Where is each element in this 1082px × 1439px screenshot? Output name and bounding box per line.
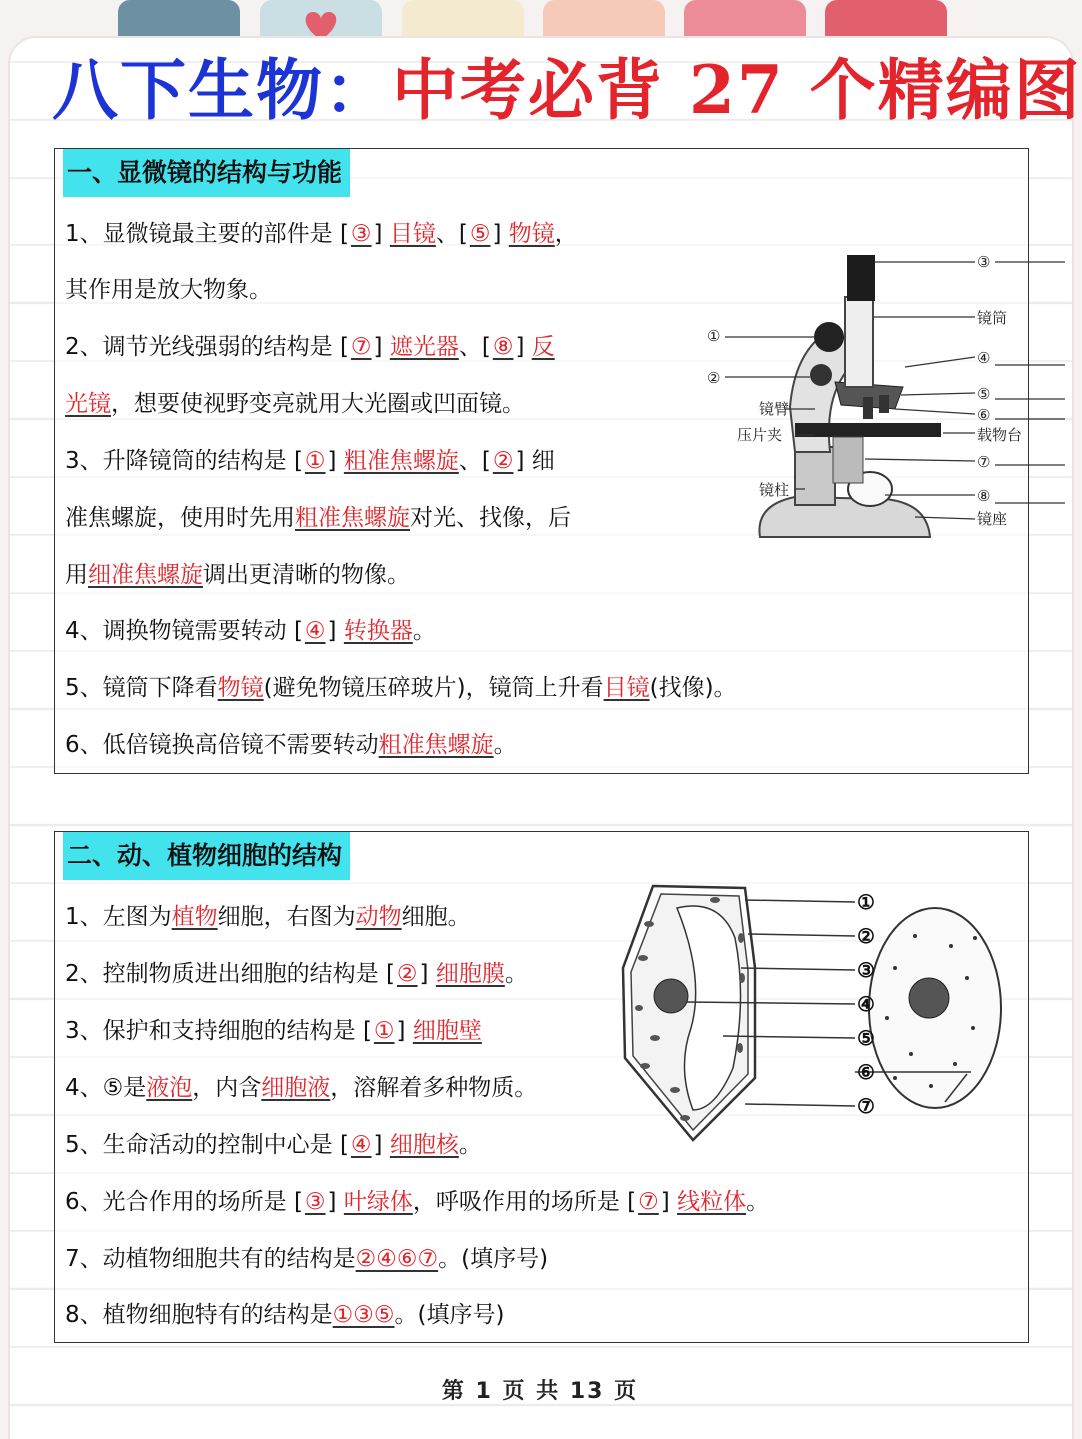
answer-text: 细胞膜 (435, 961, 505, 987)
text: ] (396, 1018, 413, 1044)
text: 7、动植物细胞共有的结构是 (65, 1246, 356, 1272)
cell-label-7: ⑦ (857, 1094, 875, 1118)
text: ，呼吸作用的场所是 [ (412, 1189, 637, 1215)
label-2: ② (707, 369, 721, 387)
answer-text: 细准焦螺旋 (88, 562, 203, 588)
title-part-blue: 八下生物： (52, 51, 392, 129)
label-6: ⑥ (977, 406, 991, 424)
answer-number: ⑦ (350, 334, 372, 360)
label-7: ⑦ (977, 453, 991, 471)
cell-label-4: ④ (857, 992, 875, 1016)
answer-number: ③ (350, 221, 372, 247)
text-line (65, 387, 525, 421)
text: 、[ (435, 221, 468, 247)
text-line (65, 1071, 537, 1105)
text: 对光、找像，后 (410, 505, 571, 531)
text: (找像)。 (649, 675, 737, 701)
text-line (65, 273, 272, 307)
microscope-pillar (795, 447, 835, 505)
answer-number: ⑦ (638, 1189, 659, 1215)
text: ] (327, 618, 344, 644)
text-line (65, 1185, 769, 1219)
text-line (65, 1014, 482, 1048)
label-3: ③ (977, 253, 991, 271)
cell-label-3: ③ (857, 958, 875, 982)
text: ] (373, 334, 390, 360)
answer-number: ⑧ (492, 334, 514, 360)
text: 。 (493, 732, 517, 758)
text: ] (492, 221, 509, 247)
text: 。 (458, 1132, 482, 1158)
text-line (65, 728, 517, 762)
label-4: ④ (977, 349, 991, 367)
answer-text: 光镜 (65, 391, 111, 417)
text: 4、⑤是 (65, 1075, 147, 1101)
answer-text: 目镜 (389, 221, 436, 247)
text: 细胞。 (401, 904, 471, 930)
text: 其作用是放大物象。 (65, 277, 272, 303)
microscope-section (54, 148, 1029, 774)
text-line (65, 671, 737, 705)
text: ] (327, 448, 344, 474)
page-title (52, 48, 1082, 132)
answer-number: ② (396, 961, 418, 987)
text: ] (419, 961, 436, 987)
answer-text: 动物 (355, 904, 402, 930)
title-part-red: 中考必背 27 个精编图 (392, 51, 1082, 129)
answer-text: ①③⑤ (332, 1302, 395, 1328)
text-line (65, 217, 578, 251)
text: ] (373, 221, 390, 247)
cell-section (54, 831, 1029, 1343)
animal-nucleus (909, 978, 949, 1018)
text: ， (554, 221, 578, 247)
cell-label-2: ② (857, 924, 875, 948)
label-jingzuo: 镜座 (977, 510, 1008, 528)
text: 。 (412, 618, 436, 644)
answer-number: ③ (304, 1189, 326, 1215)
coarse-knob (814, 322, 844, 352)
label-jingbi: 镜臂 (759, 400, 790, 418)
answer-text: ②④⑥⑦ (355, 1246, 439, 1272)
text: ] (660, 1189, 678, 1215)
text-line (65, 1128, 482, 1162)
text: ] (327, 1189, 344, 1215)
text: 、[ (458, 334, 491, 360)
fine-knob (810, 364, 832, 386)
text: 细胞，右图为 (217, 904, 356, 930)
text: ，想要使视野变亮就用大光圈或凹面镜。 (111, 391, 525, 417)
text: 1、左图为 (65, 904, 172, 930)
text: 。(填序号) (394, 1302, 505, 1328)
section-heading: 一、显微镜的结构与功能 (63, 149, 350, 197)
text-line (65, 900, 471, 934)
plant-nucleus (654, 979, 688, 1013)
text-line (65, 1242, 548, 1276)
text: 用 (65, 562, 88, 588)
text-line (65, 614, 436, 648)
text: ，内含 (192, 1075, 262, 1101)
microscope-base (759, 497, 930, 537)
answer-text: 细胞壁 (412, 1018, 482, 1044)
answer-text: 粗准焦螺旋 (378, 732, 494, 758)
text: 8、植物细胞特有的结构是 (65, 1302, 333, 1328)
label-jingzhu: 镜柱 (759, 481, 790, 499)
text-line (65, 330, 555, 364)
text: ] (373, 1132, 390, 1158)
text: 6、低倍镜换高倍镜不需要转动 (65, 732, 379, 758)
text: ] 细 (515, 448, 555, 474)
text: ，溶解着多种物质。 (330, 1075, 538, 1101)
answer-text: 反 (531, 334, 555, 360)
answer-text: 遮光器 (389, 334, 459, 360)
text: 。 (504, 961, 528, 987)
answer-text: 线粒体 (677, 1189, 747, 1215)
answer-number: ④ (350, 1132, 372, 1158)
text: (避免物镜压碎玻片)，镜筒上升看 (263, 675, 604, 701)
answer-text: 粗准焦螺旋 (295, 505, 410, 531)
label-zaiwutai: 载物台 (977, 426, 1023, 444)
text: 4、调换物镜需要转动 [ (65, 618, 303, 644)
cell-label-6: ⑥ (857, 1060, 875, 1084)
text: ] (515, 334, 532, 360)
answer-text: 粗准焦螺旋 (343, 448, 459, 474)
text: 、[ (458, 448, 491, 474)
answer-text: 细胞液 (261, 1075, 331, 1101)
page-footer: 第 1 页 共 13 页 (441, 1379, 639, 1404)
text-line (65, 957, 528, 991)
text: 2、调节光线强弱的结构是 [ (65, 334, 349, 360)
text-line (65, 444, 555, 478)
answer-number: ① (304, 448, 326, 474)
label-8: ⑧ (977, 487, 991, 505)
text: 。(填序号) (438, 1246, 549, 1272)
cell-label-5: ⑤ (857, 1026, 875, 1050)
label-5: ⑤ (977, 385, 991, 403)
text: 5、生命活动的控制中心是 [ (65, 1132, 349, 1158)
text-line (65, 558, 410, 592)
cell-diagram (615, 878, 1015, 1150)
answer-text: 物镜 (508, 221, 555, 247)
text: 调出更清晰的物像。 (203, 562, 410, 588)
answer-text: 液泡 (146, 1075, 193, 1101)
answer-number: ④ (304, 618, 326, 644)
answer-text: 目镜 (603, 675, 650, 701)
label-1: ① (707, 327, 721, 345)
text: 1、显微镜最主要的部件是 [ (65, 221, 349, 247)
answer-text: 转换器 (343, 618, 413, 644)
label-jingtong: 镜筒 (977, 309, 1008, 327)
answer-number: ⑤ (469, 221, 491, 247)
text: 3、升降镜筒的结构是 [ (65, 448, 303, 474)
label-yapianjia: 压片夹 (737, 426, 783, 444)
answer-text: 植物 (171, 904, 218, 930)
answer-number: ① (373, 1018, 395, 1044)
microscope-diagram (645, 237, 1023, 557)
text: 。 (746, 1189, 770, 1215)
microscope-stage (795, 423, 941, 437)
answer-text: 叶绿体 (343, 1189, 413, 1215)
text: 准焦螺旋，使用时先用 (65, 505, 295, 531)
microscope-tube (845, 297, 873, 387)
text-line (65, 1298, 504, 1332)
microscope-eyepiece (847, 255, 875, 301)
text: 2、控制物质进出细胞的结构是 [ (65, 961, 395, 987)
answer-text: 细胞核 (389, 1132, 459, 1158)
cell-label-1: ① (857, 890, 875, 914)
text: 5、镜筒下降看 (65, 675, 218, 701)
answer-number: ② (492, 448, 514, 474)
section-heading: 二、动、植物细胞的结构 (63, 832, 350, 880)
answer-text: 物镜 (217, 675, 264, 701)
text: 3、保护和支持细胞的结构是 [ (65, 1018, 372, 1044)
text-line (65, 501, 571, 535)
text: 6、光合作用的场所是 [ (65, 1189, 303, 1215)
